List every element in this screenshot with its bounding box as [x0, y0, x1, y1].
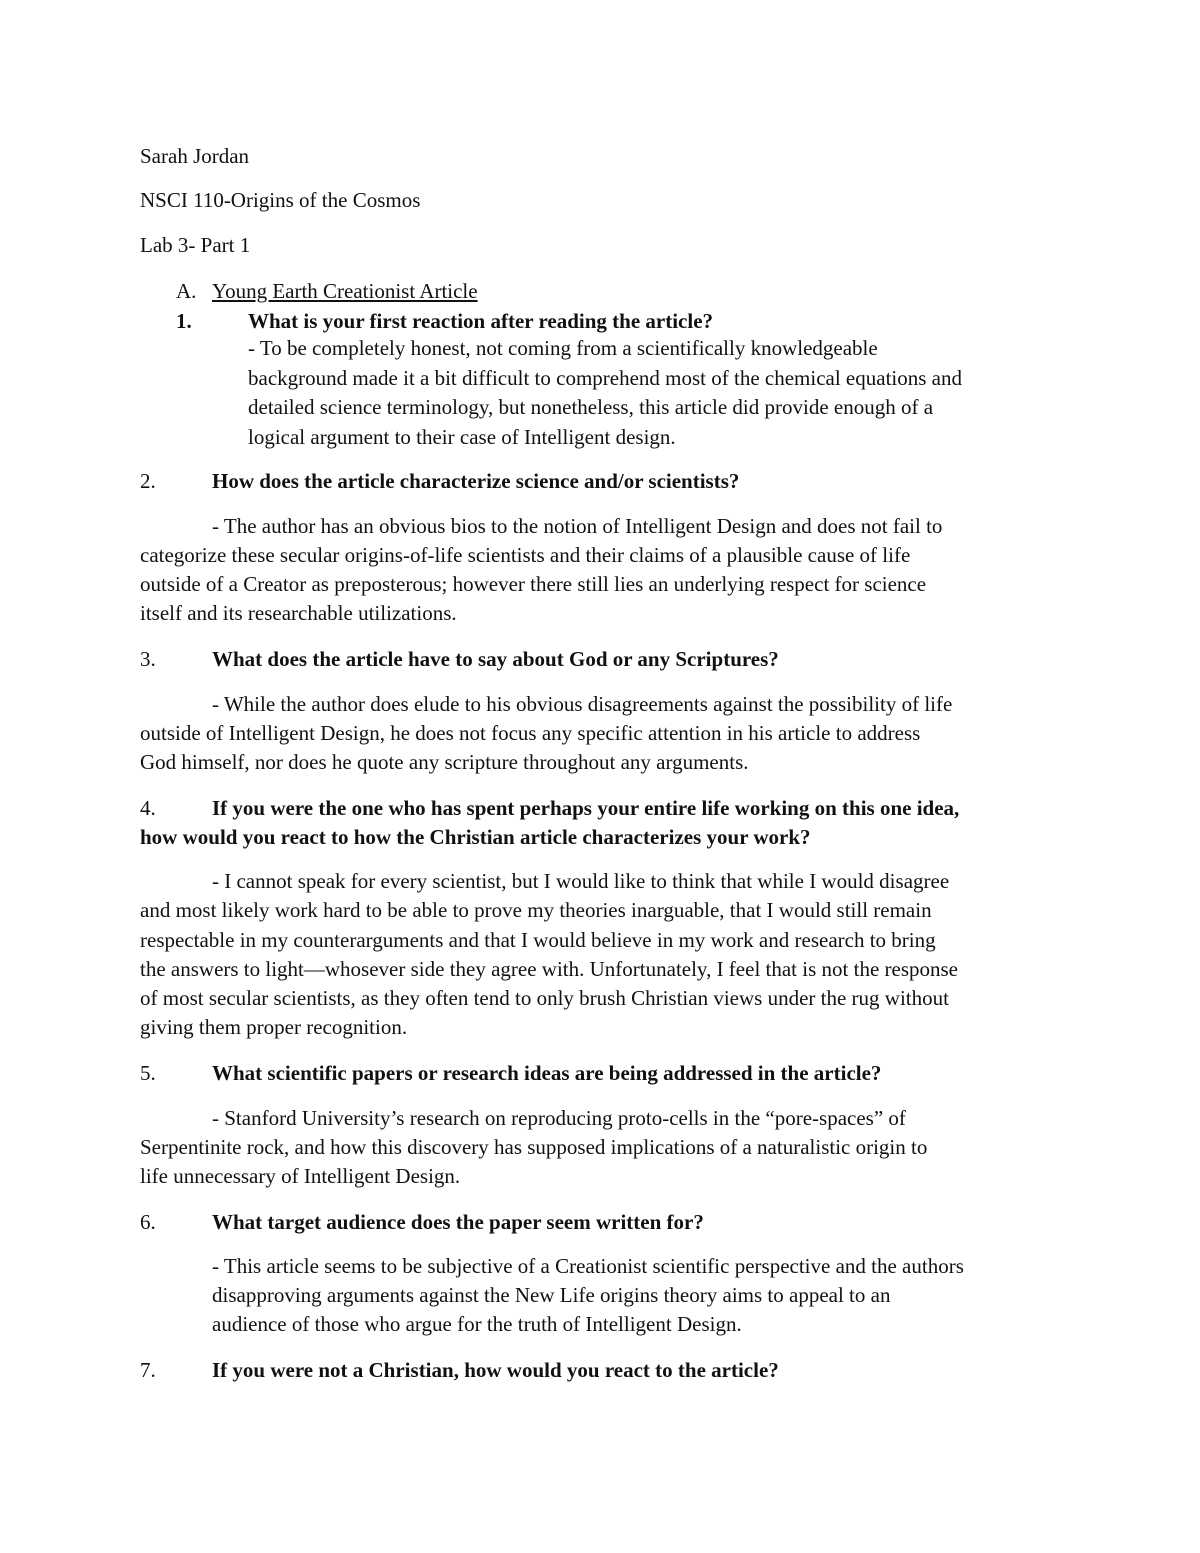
- answer-line: - The author has an obvious bios to the notion of Intelligent Design and does not fail to: [212, 514, 943, 538]
- question-text: What target audience does the paper seem written for?: [212, 1210, 704, 1234]
- question-number: 6.: [140, 1210, 156, 1234]
- question-number: 7.: [140, 1358, 156, 1382]
- answer-line: detailed science terminology, but nonetheless, this article did provide enough of a: [248, 395, 934, 419]
- answer-line: background made it a bit difficult to comprehend most of the chemical equations and: [248, 366, 962, 390]
- answer-line: itself and its researchable utilizations.: [140, 601, 457, 625]
- answer-line: life unnecessary of Intelligent Design.: [140, 1164, 461, 1188]
- answer-line: respectable in my counterarguments and that I would believe in my work and research to bring: [140, 928, 936, 952]
- answer-line: and most likely work hard to be able to prove my theories inarguable, that I would still remain: [140, 898, 932, 922]
- answer-line: - This article seems to be subjective of a Creationist scientific perspective and the authors: [212, 1254, 964, 1278]
- section-letter: A.: [176, 279, 197, 303]
- answer-line: giving them proper recognition.: [140, 1015, 408, 1039]
- answer-line: the answers to light—whosever side they agree with. Unfortunately, I feel that is not the response: [140, 957, 958, 981]
- answer-line: outside of Intelligent Design, he does not focus any specific attention in his article to address: [140, 721, 921, 745]
- question-number: 3.: [140, 647, 156, 671]
- student-name: Sarah Jordan: [140, 144, 250, 168]
- question-text: If you were not a Christian, how would you react to the article?: [212, 1358, 779, 1382]
- question-number: 1.: [176, 309, 192, 333]
- question-text: how would you react to how the Christian article characterizes your work?: [140, 825, 811, 849]
- answer-line: audience of those who argue for the truth of Intelligent Design.: [212, 1312, 742, 1336]
- course-title: NSCI 110-Origins of the Cosmos: [140, 188, 421, 212]
- question-number: 4.: [140, 796, 156, 820]
- question-text: If you were the one who has spent perhaps your entire life working on this one idea,: [212, 796, 960, 820]
- section-title: Young Earth Creationist Article: [212, 279, 478, 303]
- answer-line: God himself, nor does he quote any scripture throughout any arguments.: [140, 750, 749, 774]
- answer-line: - Stanford University’s research on reproducing proto-cells in the “pore-spaces” of: [212, 1106, 906, 1130]
- question-text: What is your first reaction after reading the article?: [248, 309, 714, 333]
- answer-line: of most secular scientists, as they often tend to only brush Christian views under the rug without: [140, 986, 949, 1010]
- question-number: 2.: [140, 469, 156, 493]
- answer-line: Serpentinite rock, and how this discovery has supposed implications of a naturalistic origin to: [140, 1135, 928, 1159]
- answer-line: - While the author does elude to his obvious disagreements against the possibility of life: [212, 692, 953, 716]
- answer-line: logical argument to their case of Intelligent design.: [248, 425, 676, 449]
- question-text: What scientific papers or research ideas are being addressed in the article?: [212, 1061, 882, 1085]
- lab-title: Lab 3- Part 1: [140, 233, 251, 257]
- answer-line: disapproving arguments against the New Life origins theory aims to appeal to an: [212, 1283, 891, 1307]
- answer-line: - I cannot speak for every scientist, but I would like to think that while I would disagree: [212, 869, 950, 893]
- answer-line: outside of a Creator as preposterous; however there still lies an underlying respect for science: [140, 572, 927, 596]
- question-text: How does the article characterize science and/or scientists?: [212, 469, 740, 493]
- question-number: 5.: [140, 1061, 156, 1085]
- question-text: What does the article have to say about God or any Scriptures?: [212, 647, 779, 671]
- answer-line: categorize these secular origins-of-life scientists and their claims of a plausible cause of life: [140, 543, 911, 567]
- answer-line: - To be completely honest, not coming from a scientifically knowledgeable: [248, 336, 878, 360]
